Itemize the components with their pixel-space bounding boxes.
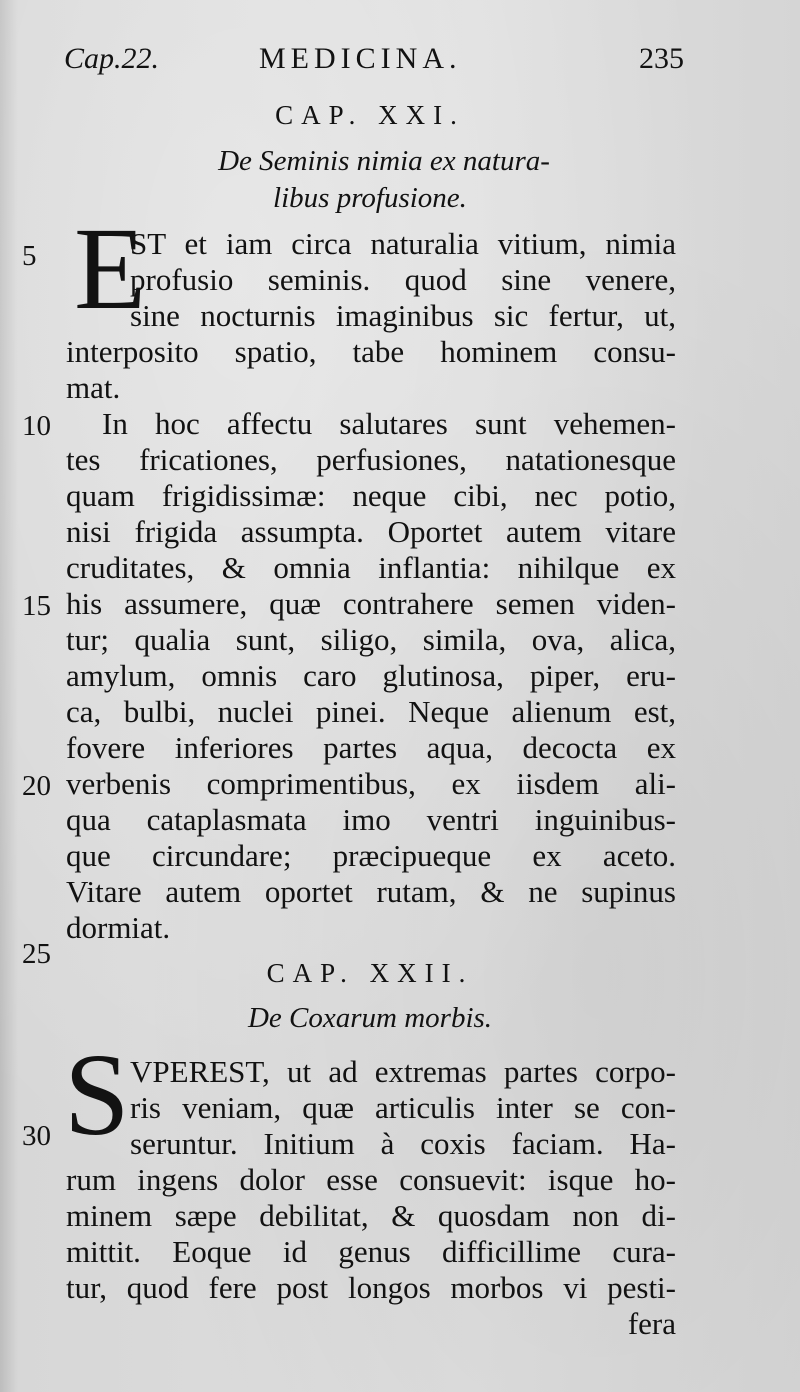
text-line: amylum, omnis caro glutinosa, piper, eru- xyxy=(66,658,676,693)
text-line: mittit. Eoque id genus difficillime cura- xyxy=(66,1234,676,1269)
catchword: fera xyxy=(627,1306,676,1341)
text-line: quam frigidissimæ: neque cibi, nec potio, xyxy=(66,478,676,513)
text-line: seruntur. Initium à coxis faciam. Ha- xyxy=(130,1126,676,1161)
header-chapter-ref: Cap.22. xyxy=(64,42,160,75)
text-line: tur; qualia sunt, siligo, simila, ova, alica, xyxy=(66,622,676,657)
running-header xyxy=(64,42,684,92)
line-number: 20 xyxy=(22,770,51,802)
line-number: 30 xyxy=(22,1120,51,1152)
chapter-21-title: CAP. XXI. xyxy=(275,100,465,130)
text-line: qua cataplasmata imo ventri inguinibus- xyxy=(66,802,676,837)
text-line: profusio seminis. quod sine venere, xyxy=(130,262,676,297)
text-line: cruditates, & omnia inflantia: nihilque ex xyxy=(66,550,676,585)
text-line: VPEREST, ut ad extremas partes corpo- xyxy=(130,1054,676,1089)
chapter-22-title: CAP. XXII. xyxy=(266,958,474,988)
text-line: tur, quod fere post longos morbos vi pesti- xyxy=(66,1270,676,1305)
drop-cap-s: S xyxy=(64,1029,130,1160)
text-line: rum ingens dolor esse consuevit: isque ho- xyxy=(66,1162,676,1197)
line-number: 25 xyxy=(22,938,51,970)
text-line: mat. xyxy=(66,370,121,405)
line-number: 15 xyxy=(22,590,51,622)
text-line: Vitare autem oportet rutam, & ne supinus xyxy=(66,874,676,909)
chapter-21-subtitle-line-2: libus profusione. xyxy=(273,182,467,214)
text-line: fovere inferiores partes aqua, decocta ex xyxy=(66,730,676,765)
text-line: verbenis comprimentibus, ex iisdem ali- xyxy=(66,766,676,801)
text-line: nisi frigida assumpta. Oportet autem vitare xyxy=(66,514,676,549)
text-line: ris veniam, quæ articulis inter se con- xyxy=(130,1090,676,1125)
text-line: sine nocturnis imaginibus sic fertur, ut, xyxy=(130,298,676,333)
text-line: ca, bulbi, nuclei pinei. Neque alienum est, xyxy=(66,694,676,729)
header-title: MEDICINA. xyxy=(259,42,462,75)
chapter-21-subtitle-line-1: De Seminis nimia ex natura- xyxy=(218,145,550,177)
text-line: his assumere, quæ contrahere semen viden- xyxy=(66,586,676,621)
text-line: In hoc affectu salutares sunt vehemen- xyxy=(102,406,676,441)
line-number: 10 xyxy=(22,410,51,442)
drop-cap-e: E xyxy=(74,203,147,334)
text-line: dormiat. xyxy=(66,910,171,945)
line-number: 5 xyxy=(22,240,37,272)
text-line: minem sæpe debilitat, & quosdam non di- xyxy=(66,1198,676,1233)
text-line: tes fricationes, perfusiones, natationesque xyxy=(66,442,676,477)
chapter-22-subtitle: De Coxarum morbis. xyxy=(247,1002,493,1034)
text-line: ST et iam circa naturalia vitium, nimia xyxy=(130,226,676,261)
page-number: 235 xyxy=(639,42,684,75)
text-line: que circundare; præcipueque ex aceto. xyxy=(66,838,676,873)
text-line: interposito spatio, tabe hominem consu- xyxy=(66,334,676,369)
